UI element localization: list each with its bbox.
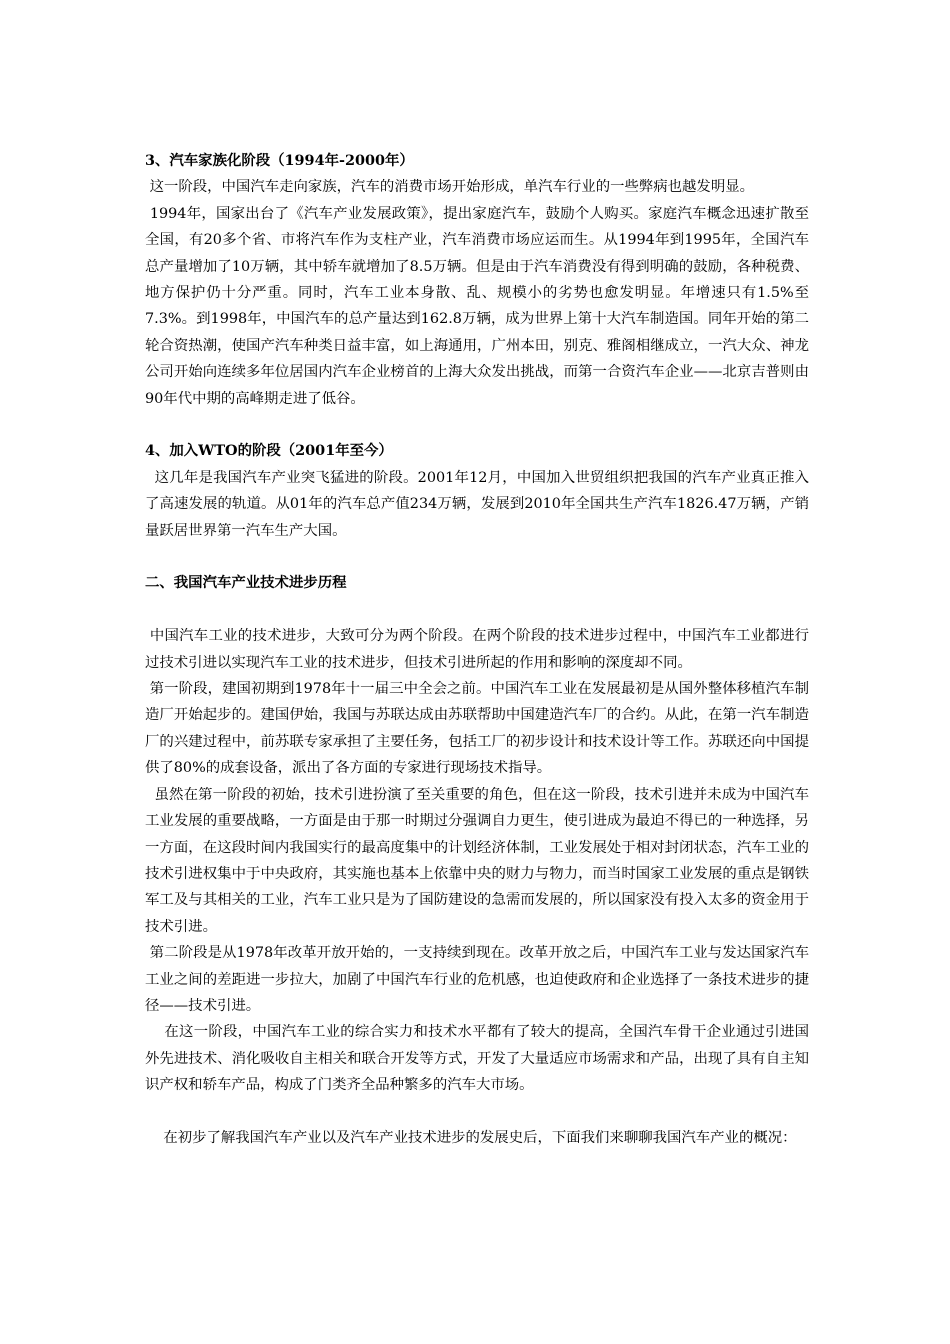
- section-heading-two: 二、我国汽车产业技术进步历程: [145, 574, 347, 592]
- section-heading-4: 4、加入WTO的阶段（2001年至今）: [145, 442, 393, 460]
- paragraph: 这几年是我国汽车产业突飞猛进的阶段。2001年12月，中国加入世贸组织把我国的汽车产业真正推入了高速发展的轨道。从01年的汽车总产值234万辆，发展到2010年全国共生产汽车1826.47万辆，产销量跃居世界第一汽车生产大国。: [145, 469, 809, 539]
- paragraph: 虽然在第一阶段的初始，技术引进扮演了至关重要的角色，但在这一阶段，技术引进并未成为中国汽车工业发展的重要战略，一方面是由于那一时期过分强调自力更生，使引进成为最迫不得已的一种选择，另一方面，在这段时间内我国实行的最高度集中的计划经济体制，工业发展处于相对封闭状态，汽车工业的技术引进权集中于中央政府，其实施也基本上依靠中央的财力与物力，而当时国家工业发展的重点是钢铁军工及与其相关的工业，汽车工业只是为了国防建设的急需而发展的，所以国家没有投入太多的资金用于技术引进。: [145, 786, 809, 935]
- blank-line: [145, 544, 809, 570]
- section-heading-3: 3、汽车家族化阶段（1994年-2000年）: [145, 152, 414, 169]
- paragraph: 第一阶段，建国初期到1978年十一届三中全会之前。中国汽车工业在发展最初是从国外整体移植汽车制造厂开始起步的。建国伊始，我国与苏联达成由苏联帮助中国建造汽车厂的合约。从此，在第一汽车制造厂的兴建过程中，前苏联专家承担了主要任务，包括工厂的初步设计和技术设计等工作。苏联还向中国提供了80%的成套设备，派出了各方面的专家进行现场技术指导。: [145, 681, 809, 777]
- paragraph: 1994年，国家出台了《汽车产业发展政策》，提出家庭汽车，鼓励个人购买。家庭汽车概念迅速扩散至全国，有20多个省、市将汽车作为支柱产业，汽车消费市场应运而生。从1994年到1995年，全国汽车总产量增加了10万辆，其中轿车就增加了8.5万辆。但是由于汽车消费没有得到明确的鼓励，各种税费、地方保护仍十分严重。同时，汽车工业本身散、乱、规模小的劣势也愈发明显。年增速只有1.5%至7.3%。到1998年，中国汽车的总产量达到162.8万辆，成为世界上第十大汽车制造国。同年开始的第二轮合资热潮，使国产汽车种类日益丰富，如上海通用，广州本田，别克、雅阁相继成立，一汽大众、神龙公司开始向连续多年位居国内汽车企业榜首的上海大众发出挑战，而第一合资汽车企业——北京吉普则由90年代中期的高峰期走进了低谷。: [145, 205, 810, 407]
- blank-line: [145, 597, 809, 623]
- paragraph: 第二阶段是从1978年改革开放开始的，一支持续到现在。改革开放之后，中国汽车工业与发达国家汽车工业之间的差距进一步拉大，加剧了中国汽车行业的危机感，也迫使政府和企业选择了一条技术进步的捷径——技术引进。: [145, 945, 809, 1014]
- blank-line: [145, 412, 809, 438]
- blank-line: [145, 1099, 809, 1125]
- paragraph: 在这一阶段，中国汽车工业的综合实力和技术水平都有了较大的提高，全国汽车骨干企业通过引进国外先进技术、消化吸收自主相关和联合开发等方式，开发了大量适应市场需求和产品，出现了具有自主知识产权和轿车产品，构成了门类齐全品种繁多的汽车大市场。: [145, 1024, 809, 1094]
- closing-paragraph: 在初步了解我国汽车产业以及汽车产业技术进步的发展史后，下面我们来聊聊我国汽车产业的概况：: [145, 1129, 797, 1146]
- document-body: [145, 148, 809, 1151]
- paragraph: 这一阶段，中国汽车走向家族，汽车的消费市场开始形成，单汽车行业的一些弊病也越发明显。: [145, 179, 754, 196]
- paragraph: 中国汽车工业的技术进步，大致可分为两个阶段。在两个阶段的技术进步过程中，中国汽车工业都进行过技术引进以实现汽车工业的技术进步，但技术引进所起的作用和影响的深度却不同。: [145, 628, 809, 671]
